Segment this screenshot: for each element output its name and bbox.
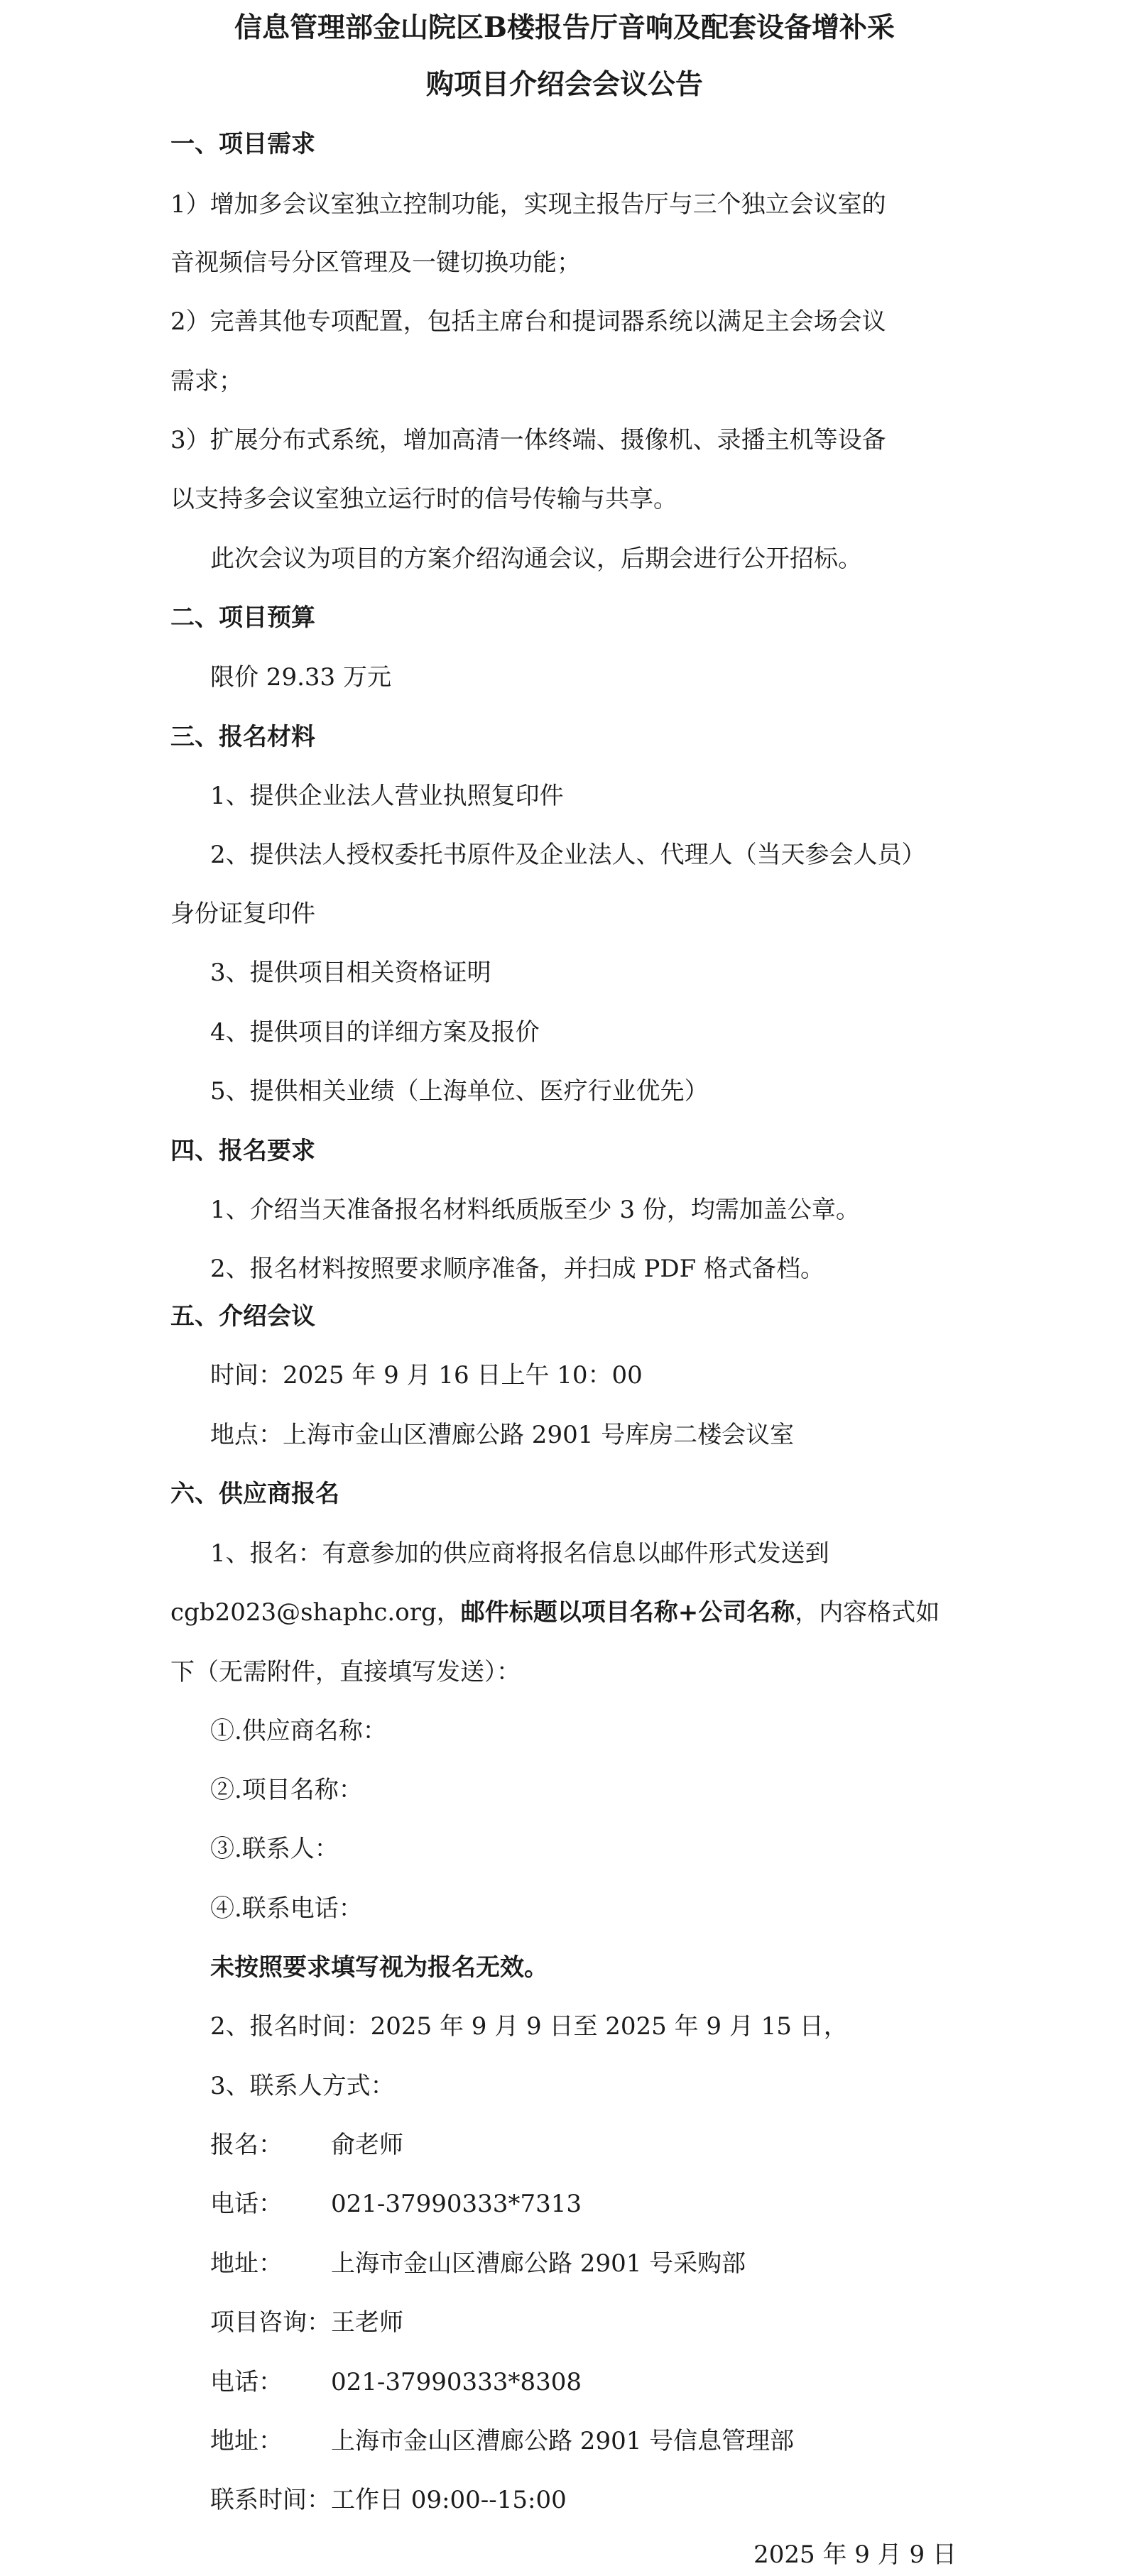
contact-address-1-label: 地址：	[210, 2249, 283, 2278]
section-1-heading: 一、项目需求	[170, 130, 315, 158]
s6-item-1-line-c: 下（无需附件，直接填写发送）：	[170, 1658, 521, 1686]
contact-registration	[210, 2133, 403, 2157]
contact-registration-value: 俞老师	[331, 2131, 403, 2159]
section-5-heading: 五、介绍会议	[170, 1302, 315, 1331]
contact-address-1-value: 上海市金山区漕廊公路 2901 号采购部	[331, 2249, 746, 2278]
s3-item-2-line-a: 2、提供法人授权委托书原件及企业法人、代理人（当天参会人员）	[210, 841, 926, 869]
s1-p1-line-a: 1）增加多会议室独立控制功能，实现主报告厅与三个独立会议室的	[170, 190, 886, 219]
s4-item-2: 2、报名材料按照要求顺序准备，并扫成 PDF 格式备档。	[210, 1255, 824, 1283]
s1-p2-line-a: 2）完善其他专项配置，包括主席台和提词器系统以满足主会场会议	[170, 307, 886, 336]
contact-hours: 联系时间：工作日 09:00--15:00	[210, 2486, 567, 2514]
s1-p3-line-a: 3）扩展分布式系统，增加高清一体终端、摄像机、录播主机等设备	[170, 426, 886, 454]
s3-item-1: 1、提供企业法人营业执照复印件	[210, 782, 564, 810]
s1-p2-line-b: 需求；	[170, 367, 243, 395]
s2-budget: 限价 29.33 万元	[210, 663, 391, 692]
contact-address-2	[210, 2429, 794, 2453]
contact-phone-2-value: 021-37990333*8308	[331, 2368, 582, 2396]
contact-phone-2-label: 电话：	[210, 2368, 283, 2396]
s6-item-1-line-b	[170, 1600, 940, 1625]
contact-address-1	[210, 2249, 746, 2278]
s3-item-4: 4、提供项目的详细方案及报价	[210, 1018, 540, 1047]
s6-item-1-line-a: 1、报名：有意参加的供应商将报名信息以邮件形式发送到	[210, 1539, 829, 1568]
s1-p4: 此次会议为项目的方案介绍沟通会议，后期会进行公开招标。	[210, 545, 862, 573]
s6-field-supplier: ①.供应商名称：	[210, 1717, 387, 1745]
s3-item-3: 3、提供项目相关资格证明	[210, 959, 491, 987]
s6-item-2: 2、报名时间：2025 年 9 月 9 日至 2025 年 9 月 15 日，	[210, 2012, 848, 2041]
contact-phone-2	[210, 2370, 582, 2394]
s5-place: 地点：上海市金山区漕廊公路 2901 号库房二楼会议室	[210, 1421, 795, 1449]
email-address: cgb2023@shaphc.org，	[170, 1598, 461, 1627]
contact-registration-label: 报名：	[210, 2131, 283, 2159]
section-2-heading: 二、项目预算	[170, 604, 315, 632]
contact-consult: 项目咨询：王老师	[210, 2308, 403, 2337]
section-4-heading: 四、报名要求	[170, 1137, 315, 1165]
s1-p3-line-b: 以支持多会议室独立运行时的信号传输与共享。	[170, 485, 677, 513]
title-line-1: 信息管理部金山院区B楼报告厅音响及配套设备增补采	[234, 11, 895, 44]
s6-item-1-line-b-rest: ，内容格式如	[795, 1598, 940, 1627]
s1-p1-line-b: 音视频信号分区管理及一键切换功能；	[170, 249, 581, 277]
s4-item-1: 1、介绍当天准备报名材料纸质版至少 3 份，均需加盖公章。	[210, 1196, 860, 1224]
contact-phone-1	[210, 2192, 582, 2216]
s5-time: 时间：2025 年 9 月 16 日上午 10：00	[210, 1361, 643, 1390]
contact-phone-1-value: 021-37990333*7313	[331, 2190, 582, 2218]
contact-phone-1-label: 电话：	[210, 2190, 283, 2218]
s6-field-project: ②.项目名称：	[210, 1776, 363, 1804]
s6-field-phone: ④.联系电话：	[210, 1894, 363, 1923]
s3-item-2-line-b: 身份证复印件	[170, 900, 315, 928]
section-3-heading: 三、报名材料	[170, 723, 315, 751]
s6-item-3: 3、联系人方式：	[210, 2072, 395, 2100]
title-line-2: 购项目介绍会会议公告	[425, 68, 703, 101]
contact-address-2-value: 上海市金山区漕廊公路 2901 号信息管理部	[331, 2427, 795, 2455]
announcement-date: 2025 年 9 月 9 日	[753, 2540, 957, 2569]
s6-field-contact: ③.联系人：	[210, 1835, 339, 1863]
email-subject-rule: 邮件标题以项目名称+公司名称	[460, 1598, 795, 1627]
s3-item-5: 5、提供相关业绩（上海单位、医疗行业优先）	[210, 1077, 709, 1106]
s6-invalid-warning: 未按照要求填写视为报名无效。	[210, 1953, 548, 1982]
section-6-heading: 六、供应商报名	[170, 1480, 339, 1508]
contact-address-2-label: 地址：	[210, 2427, 283, 2455]
